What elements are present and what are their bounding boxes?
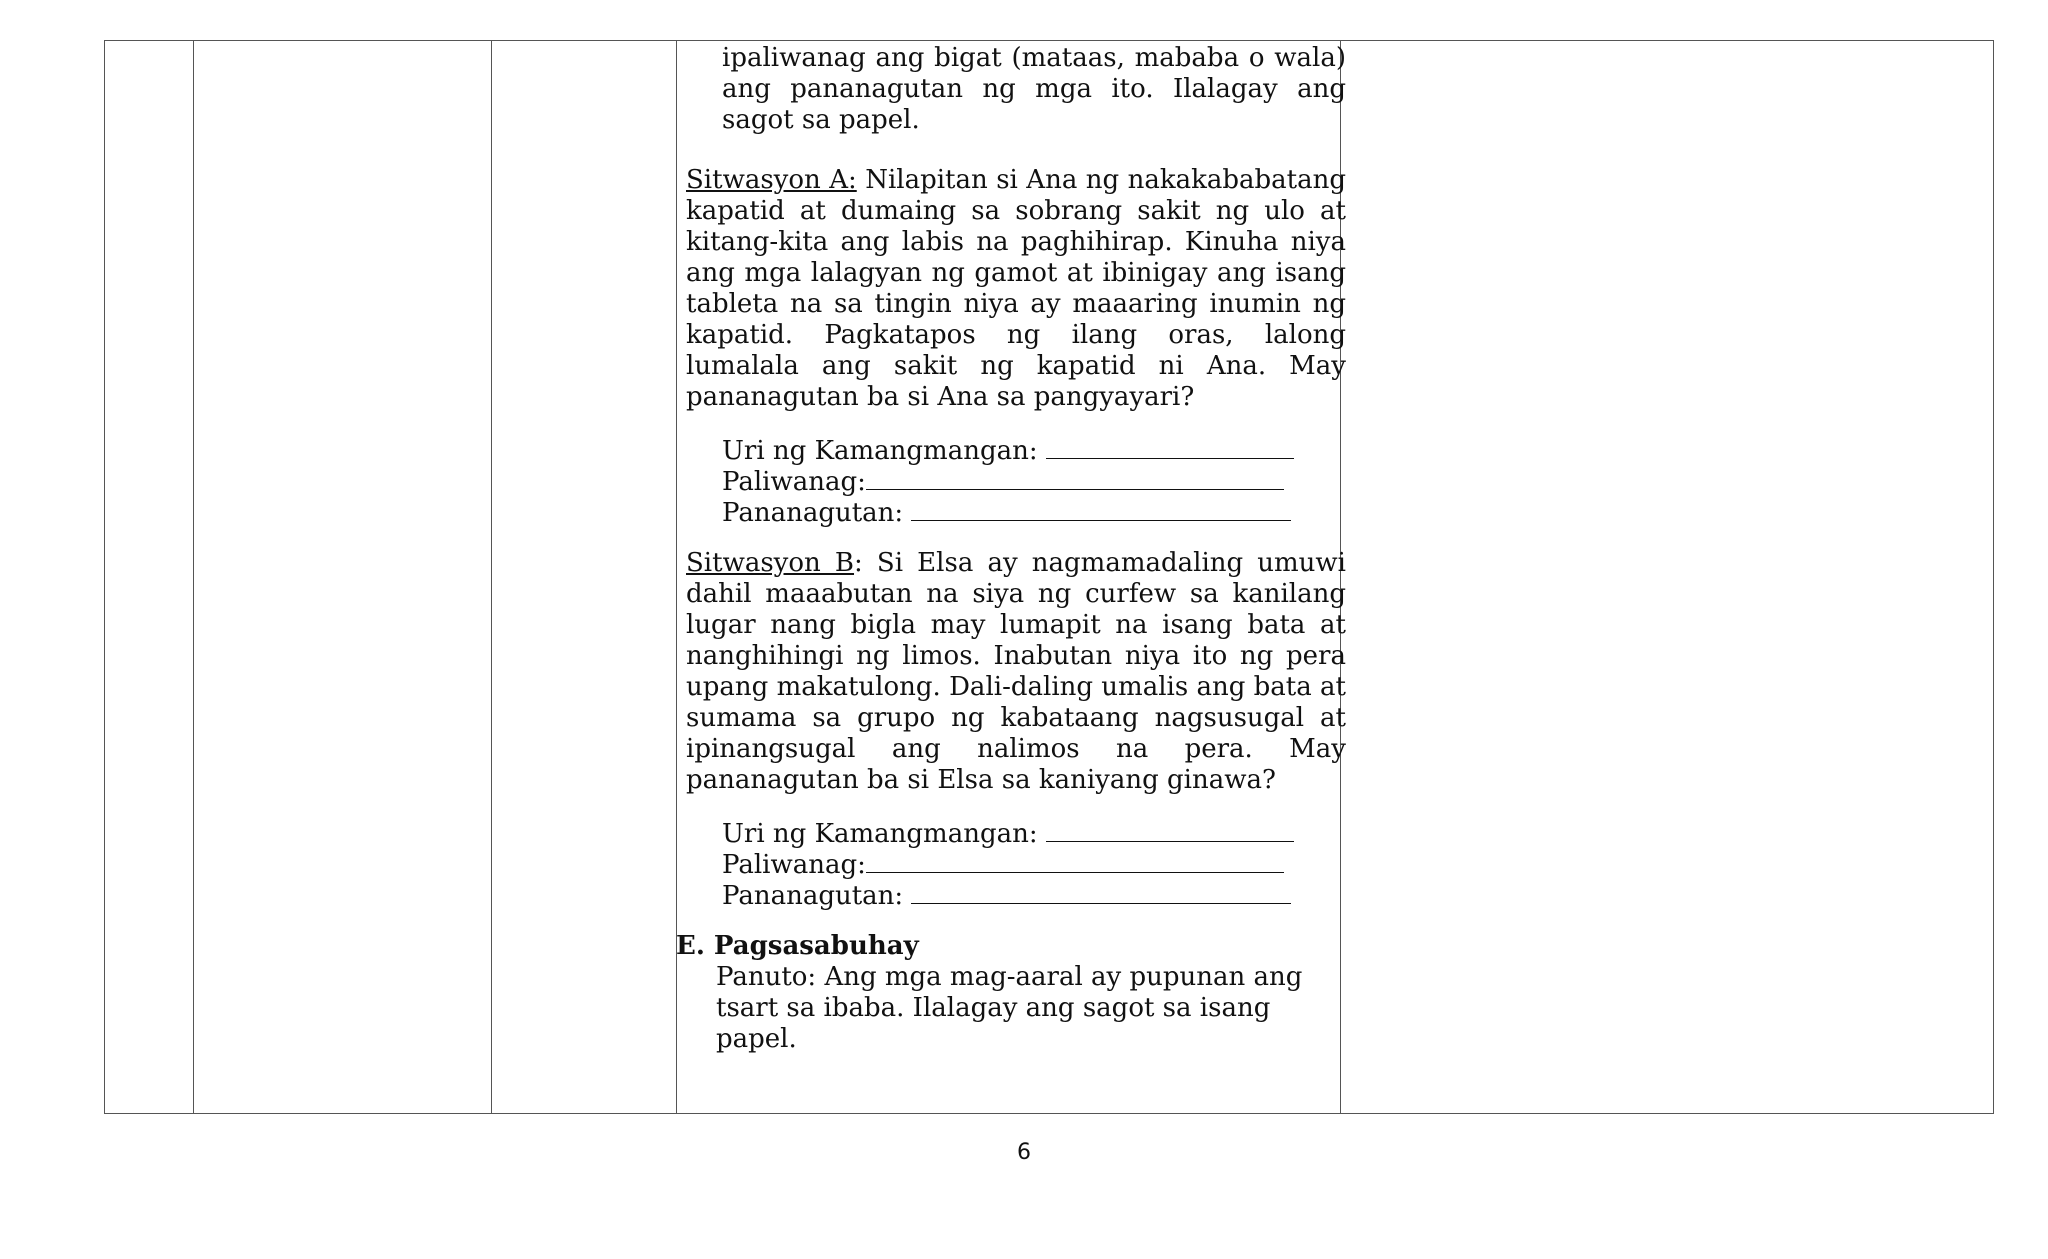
answer-line-paliwanag — [722, 848, 1346, 879]
answer-line-uri — [722, 434, 1346, 465]
answer-line-paliwanag — [722, 465, 1346, 496]
pananagutan-label: Pananagutan: — [722, 881, 912, 911]
section-instruction: Panuto: Ang mga mag-aaral ay pupunan ang tsart sa ibaba. Ilalagay ang sagot sa isang papel. — [716, 962, 1303, 1054]
section-heading: E. Pagsasabuhay — [676, 931, 919, 961]
uri-blank[interactable] — [1046, 434, 1294, 459]
situation-b-answers — [722, 817, 1346, 910]
answer-line-uri — [722, 817, 1346, 848]
paliwanag-blank[interactable] — [866, 848, 1284, 873]
situation-a-label: Sitwasyon A: — [686, 165, 857, 195]
activity-content — [676, 41, 1346, 1055]
paliwanag-label: Paliwanag: — [722, 467, 866, 497]
situation-b — [686, 548, 1346, 796]
situation-b-text: : Si Elsa ay nagmamadaling umuwi dahil maaabutan na siya ng curfew sa kanilang lugar nang bigla may lumapit na isang bata at nanghihingi ng limos. Inabutan niya ito ng pera upang makatulong. Dali-daling umalis ang bata at sumama sa grupo ng kabataang nagsusugal at ipinangsugal ang nalimos na pera. May pananagutan ba si Elsa sa kaniyang ginawa? — [686, 548, 1346, 795]
pananagutan-blank[interactable] — [911, 496, 1291, 521]
situation-a-text: Nilapitan si Ana ng nakakababatang kapatid at dumaing sa sobrang sakit ng ulo at kitang-kita ang labis na paghihirap. Kinuha niya ang mga lalagyan ng gamot at ibinigay ang isang tableta na sa tingin niya ay maaaring inumin ng kapatid. Pagkatapos ng ilang oras, lalong lumalala ang sakit ng kapatid ni Ana. May pananagutan ba si Ana sa pangyayari? — [686, 165, 1346, 412]
uri-label: Uri ng Kamangmangan: — [722, 819, 1046, 849]
intro-paragraph: ipaliwanag ang bigat (mataas, mababa o wala) ang pananagutan ng mga ito. Ilalagay ang sagot sa papel. — [722, 43, 1346, 135]
uri-blank[interactable] — [1046, 817, 1294, 842]
paliwanag-blank[interactable] — [866, 465, 1284, 490]
lesson-table — [104, 40, 1994, 1114]
page-number: 6 — [1017, 1140, 1031, 1165]
column-divider — [193, 41, 194, 1113]
pananagutan-label: Pananagutan: — [722, 498, 912, 528]
situation-a-answers — [722, 434, 1346, 527]
column-divider — [491, 41, 492, 1113]
answer-line-pananagutan — [722, 879, 1346, 910]
answer-line-pananagutan — [722, 496, 1346, 527]
situation-b-label: Sitwasyon B — [686, 548, 855, 578]
paliwanag-label: Paliwanag: — [722, 850, 866, 880]
pananagutan-blank[interactable] — [911, 879, 1291, 904]
uri-label: Uri ng Kamangmangan: — [722, 436, 1046, 466]
situation-a — [686, 165, 1346, 413]
